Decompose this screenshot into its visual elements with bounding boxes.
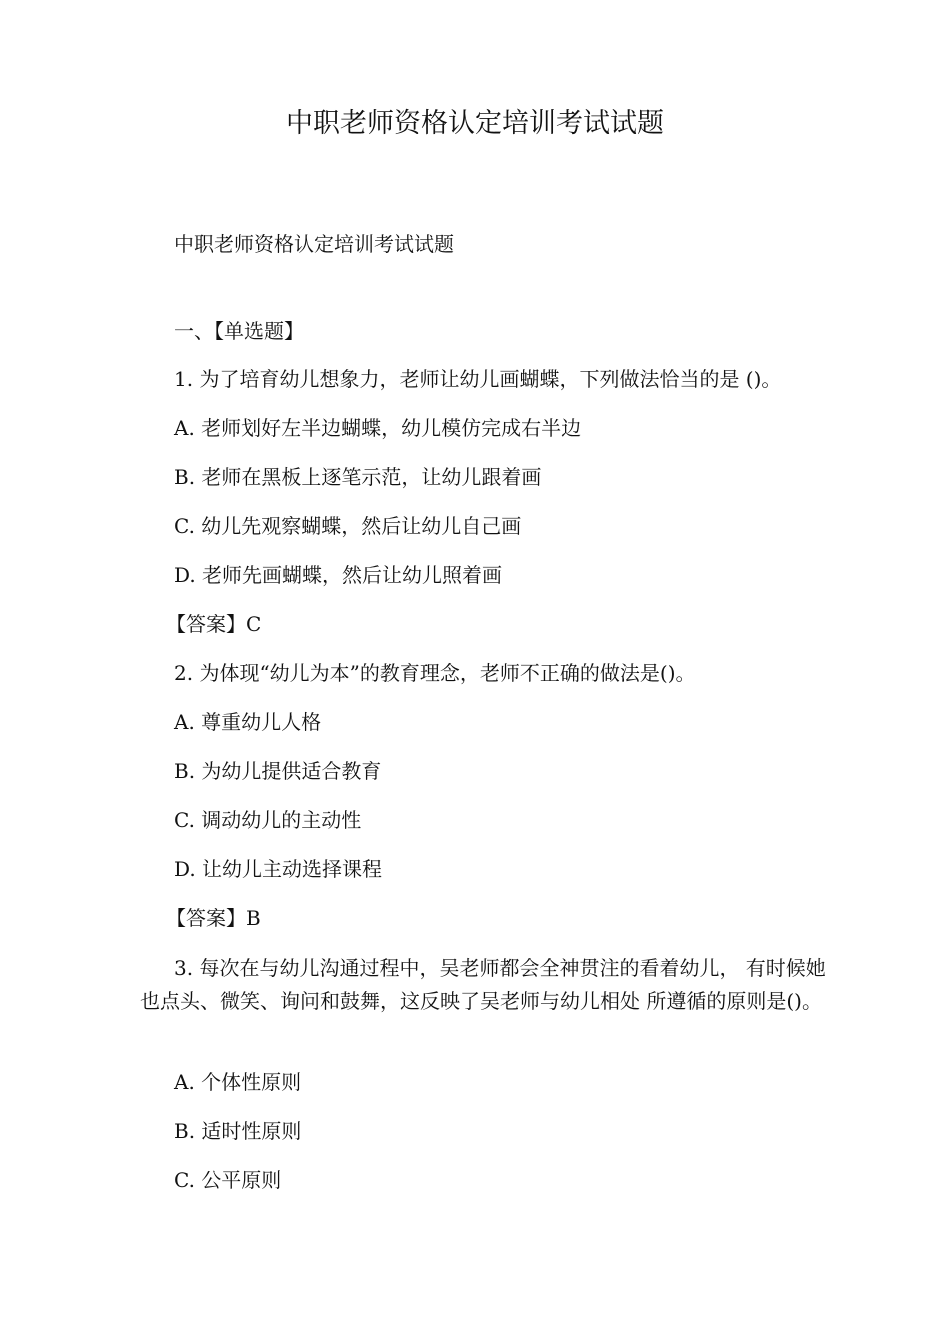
question-2-stem: 2. 为体现“幼儿为本”的教育理念，老师不正确的做法是()。 xyxy=(174,661,696,685)
question-3-stem: 3. 每次在与幼儿沟通过程中，吴老师都会全神贯注的看着幼儿， 有时候她也点头、微笑、询问和鼓舞，这反映了吴老师与幼儿相处 所遵循的原则是()。 xyxy=(140,956,826,1013)
document-subtitle: 中职老师资格认定培训考试试题 xyxy=(174,232,454,256)
question-2-option-b: B. 为幼儿提供适合教育 xyxy=(174,759,382,783)
question-1-option-d: D. 老师先画蝴蝶，然后让幼儿照着画 xyxy=(174,563,503,587)
question-3-option-c: C. 公平原则 xyxy=(174,1168,282,1192)
document-title: 中职老师资格认定培训考试试题 xyxy=(286,108,664,139)
question-1-stem: 1. 为了培育幼儿想象力，老师让幼儿画蝴蝶，下列做法恰当的是 ()。 xyxy=(174,367,782,391)
question-3-option-a: A. 个体性原则 xyxy=(174,1070,302,1094)
question-1-option-a: A. 老师划好左半边蝴蝶，幼儿模仿完成右半边 xyxy=(174,416,582,440)
question-2-option-a: A. 尊重幼儿人格 xyxy=(174,710,322,734)
question-3-option-b: B. 适时性原则 xyxy=(174,1119,302,1143)
question-2-option-d: D. 让幼儿主动选择课程 xyxy=(174,857,383,881)
question-2-option-c: C. 调动幼儿的主动性 xyxy=(174,808,362,832)
question-1-option-c: C. 幼儿先观察蝴蝶，然后让幼儿自己画 xyxy=(174,514,522,538)
section-heading: 一、【单选题】 xyxy=(174,319,304,343)
question-1-answer: 【答案】C xyxy=(166,612,262,636)
question-2-answer: 【答案】B xyxy=(166,906,261,930)
question-1-option-b: B. 老师在黑板上逐笔示范，让幼儿跟着画 xyxy=(174,465,542,489)
